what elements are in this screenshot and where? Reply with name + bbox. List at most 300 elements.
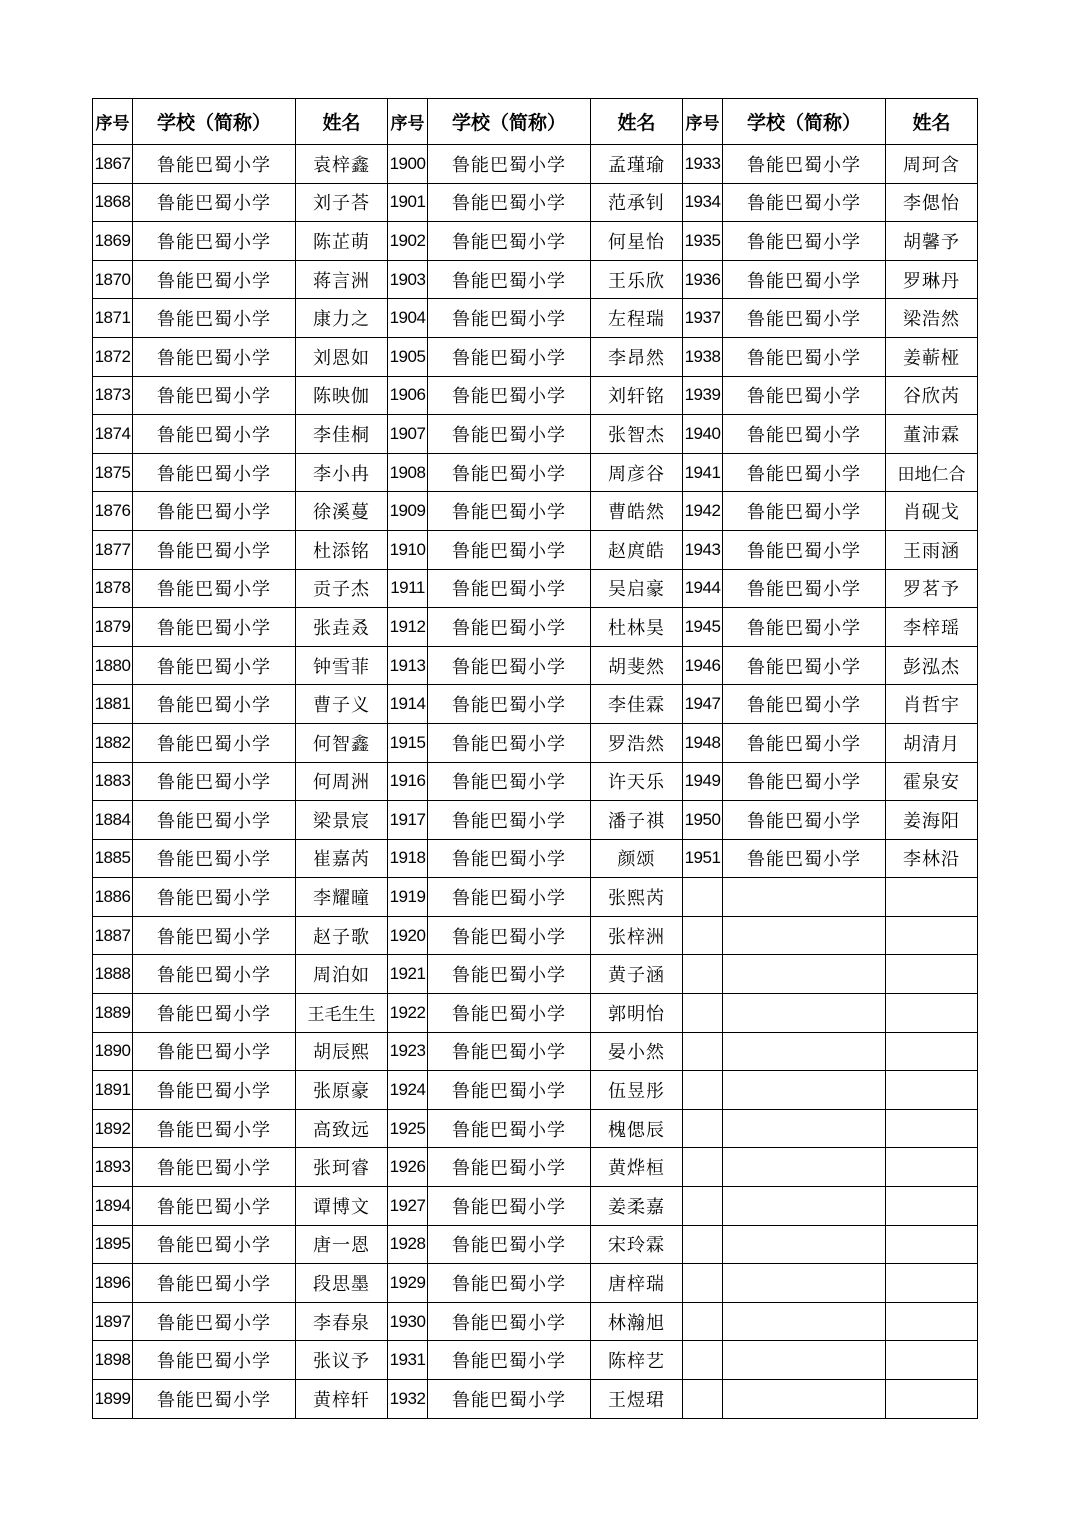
seq-cell: 1950 — [683, 801, 723, 840]
seq-cell: 1926 — [388, 1148, 428, 1187]
school-cell — [723, 1187, 886, 1226]
school-cell: 鲁能巴蜀小学 — [133, 839, 296, 878]
seq-cell — [683, 1187, 723, 1226]
seq-cell: 1875 — [93, 453, 133, 492]
school-cell: 鲁能巴蜀小学 — [133, 453, 296, 492]
student-name-cell: 张智杰 — [591, 415, 683, 454]
school-cell — [723, 916, 886, 955]
school-cell: 鲁能巴蜀小学 — [133, 530, 296, 569]
school-cell: 鲁能巴蜀小学 — [428, 183, 591, 222]
school-cell: 鲁能巴蜀小学 — [723, 376, 886, 415]
school-cell: 鲁能巴蜀小学 — [133, 1380, 296, 1419]
school-cell: 鲁能巴蜀小学 — [133, 685, 296, 724]
seq-cell: 1914 — [388, 685, 428, 724]
student-name-cell: 颜颂 — [591, 839, 683, 878]
student-name-cell: 晏小然 — [591, 1032, 683, 1071]
header-school: 学校（简称） — [723, 99, 886, 145]
school-cell: 鲁能巴蜀小学 — [428, 453, 591, 492]
school-cell: 鲁能巴蜀小学 — [133, 1187, 296, 1226]
seq-cell: 1876 — [93, 492, 133, 531]
seq-cell: 1942 — [683, 492, 723, 531]
student-name-cell: 王雨涵 — [886, 530, 978, 569]
table-row — [93, 839, 978, 878]
school-cell: 鲁能巴蜀小学 — [133, 1264, 296, 1303]
student-name-cell: 李小冉 — [296, 453, 388, 492]
student-name-cell: 康力之 — [296, 299, 388, 338]
school-cell: 鲁能巴蜀小学 — [133, 1032, 296, 1071]
school-cell: 鲁能巴蜀小学 — [428, 1380, 591, 1419]
school-cell: 鲁能巴蜀小学 — [723, 492, 886, 531]
student-name-cell: 伍昱彤 — [591, 1071, 683, 1110]
seq-cell: 1940 — [683, 415, 723, 454]
seq-cell — [683, 878, 723, 917]
student-name-cell: 罗浩然 — [591, 723, 683, 762]
student-name-cell: 吴启豪 — [591, 569, 683, 608]
seq-cell: 1929 — [388, 1264, 428, 1303]
student-name-cell: 黄烨桓 — [591, 1148, 683, 1187]
student-name-cell — [886, 1032, 978, 1071]
table-row — [93, 530, 978, 569]
school-cell — [723, 1225, 886, 1264]
seq-cell: 1868 — [93, 183, 133, 222]
seq-cell: 1939 — [683, 376, 723, 415]
school-cell: 鲁能巴蜀小学 — [428, 801, 591, 840]
seq-cell: 1947 — [683, 685, 723, 724]
seq-cell: 1874 — [93, 415, 133, 454]
school-cell: 鲁能巴蜀小学 — [133, 1302, 296, 1341]
school-cell: 鲁能巴蜀小学 — [133, 1148, 296, 1187]
seq-cell: 1907 — [388, 415, 428, 454]
student-name-cell: 高致远 — [296, 1109, 388, 1148]
student-name-cell — [886, 1148, 978, 1187]
student-name-cell: 霍泉安 — [886, 762, 978, 801]
student-name-cell: 肖砚戈 — [886, 492, 978, 531]
student-name-cell: 陈梓艺 — [591, 1341, 683, 1380]
seq-cell: 1869 — [93, 222, 133, 261]
student-name-cell — [886, 1071, 978, 1110]
school-cell: 鲁能巴蜀小学 — [428, 376, 591, 415]
table-row — [93, 723, 978, 762]
table-row — [93, 1225, 978, 1264]
student-name-cell: 姜蕲桠 — [886, 337, 978, 376]
seq-cell: 1916 — [388, 762, 428, 801]
school-cell: 鲁能巴蜀小学 — [428, 337, 591, 376]
student-name-cell: 黄梓轩 — [296, 1380, 388, 1419]
table-row — [93, 299, 978, 338]
student-name-cell: 何星怡 — [591, 222, 683, 261]
student-name-cell: 槐偲辰 — [591, 1109, 683, 1148]
school-cell: 鲁能巴蜀小学 — [133, 299, 296, 338]
seq-cell: 1935 — [683, 222, 723, 261]
student-name-cell: 段思墨 — [296, 1264, 388, 1303]
school-cell: 鲁能巴蜀小学 — [428, 415, 591, 454]
student-name-cell: 李春泉 — [296, 1302, 388, 1341]
seq-cell — [683, 1264, 723, 1303]
student-name-cell — [886, 916, 978, 955]
school-cell: 鲁能巴蜀小学 — [723, 183, 886, 222]
school-cell — [723, 878, 886, 917]
school-cell: 鲁能巴蜀小学 — [133, 222, 296, 261]
student-name-cell: 王煜珺 — [591, 1380, 683, 1419]
student-name-cell: 董沛霖 — [886, 415, 978, 454]
school-cell: 鲁能巴蜀小学 — [723, 337, 886, 376]
seq-cell: 1932 — [388, 1380, 428, 1419]
school-cell — [723, 1032, 886, 1071]
school-cell: 鲁能巴蜀小学 — [133, 1109, 296, 1148]
seq-cell: 1896 — [93, 1264, 133, 1303]
student-name-cell — [886, 994, 978, 1033]
student-name-cell: 黄子涵 — [591, 955, 683, 994]
student-name-cell: 钟雪菲 — [296, 646, 388, 685]
school-cell — [723, 1071, 886, 1110]
school-cell: 鲁能巴蜀小学 — [428, 492, 591, 531]
student-name-cell: 陈芷萌 — [296, 222, 388, 261]
table-row — [93, 492, 978, 531]
student-name-cell: 杜添铭 — [296, 530, 388, 569]
school-cell: 鲁能巴蜀小学 — [723, 569, 886, 608]
school-cell: 鲁能巴蜀小学 — [133, 1341, 296, 1380]
seq-cell: 1877 — [93, 530, 133, 569]
table-row — [93, 608, 978, 647]
student-name-cell: 肖哲宇 — [886, 685, 978, 724]
school-cell — [723, 1380, 886, 1419]
student-name-cell — [886, 1225, 978, 1264]
student-name-cell: 谷欣芮 — [886, 376, 978, 415]
seq-cell: 1881 — [93, 685, 133, 724]
seq-cell: 1905 — [388, 337, 428, 376]
school-cell: 鲁能巴蜀小学 — [428, 145, 591, 184]
seq-cell: 1938 — [683, 337, 723, 376]
school-cell: 鲁能巴蜀小学 — [133, 723, 296, 762]
table-row — [93, 878, 978, 917]
table-row — [93, 955, 978, 994]
seq-cell: 1886 — [93, 878, 133, 917]
seq-cell: 1880 — [93, 646, 133, 685]
header-seq: 序号 — [683, 99, 723, 145]
student-name-cell: 许天乐 — [591, 762, 683, 801]
student-name-cell: 范承钊 — [591, 183, 683, 222]
school-cell: 鲁能巴蜀小学 — [723, 685, 886, 724]
seq-cell: 1895 — [93, 1225, 133, 1264]
school-cell: 鲁能巴蜀小学 — [133, 916, 296, 955]
school-cell: 鲁能巴蜀小学 — [428, 994, 591, 1033]
seq-cell: 1885 — [93, 839, 133, 878]
table-row — [93, 569, 978, 608]
seq-cell: 1867 — [93, 145, 133, 184]
school-cell: 鲁能巴蜀小学 — [428, 260, 591, 299]
school-cell: 鲁能巴蜀小学 — [428, 530, 591, 569]
school-cell: 鲁能巴蜀小学 — [133, 1071, 296, 1110]
seq-cell: 1920 — [388, 916, 428, 955]
table-row — [93, 801, 978, 840]
seq-cell: 1879 — [93, 608, 133, 647]
seq-cell: 1944 — [683, 569, 723, 608]
seq-cell: 1903 — [388, 260, 428, 299]
seq-cell — [683, 1380, 723, 1419]
student-name-cell: 李偲怡 — [886, 183, 978, 222]
school-cell: 鲁能巴蜀小学 — [723, 646, 886, 685]
student-name-cell — [886, 1380, 978, 1419]
seq-cell: 1890 — [93, 1032, 133, 1071]
seq-cell — [683, 1109, 723, 1148]
seq-cell: 1936 — [683, 260, 723, 299]
school-cell: 鲁能巴蜀小学 — [723, 415, 886, 454]
student-name-cell: 谭博文 — [296, 1187, 388, 1226]
seq-cell: 1901 — [388, 183, 428, 222]
roster-body — [93, 145, 978, 1419]
header-name: 姓名 — [886, 99, 978, 145]
seq-cell: 1884 — [93, 801, 133, 840]
table-row — [93, 762, 978, 801]
school-cell: 鲁能巴蜀小学 — [428, 1225, 591, 1264]
school-cell: 鲁能巴蜀小学 — [428, 723, 591, 762]
seq-cell: 1900 — [388, 145, 428, 184]
student-name-cell: 刘恩如 — [296, 337, 388, 376]
student-name-cell: 杜林昊 — [591, 608, 683, 647]
school-cell — [723, 1341, 886, 1380]
school-cell: 鲁能巴蜀小学 — [133, 801, 296, 840]
seq-cell: 1945 — [683, 608, 723, 647]
table-row — [93, 453, 978, 492]
student-name-cell: 陈映伽 — [296, 376, 388, 415]
student-name-cell: 何周洲 — [296, 762, 388, 801]
table-row — [93, 183, 978, 222]
student-name-cell: 贡子杰 — [296, 569, 388, 608]
student-name-cell: 李林沿 — [886, 839, 978, 878]
table-row — [93, 376, 978, 415]
roster-sheet — [92, 98, 978, 1419]
student-name-cell: 李昂然 — [591, 337, 683, 376]
seq-cell — [683, 1032, 723, 1071]
school-cell: 鲁能巴蜀小学 — [133, 145, 296, 184]
student-name-cell: 李耀曈 — [296, 878, 388, 917]
seq-cell: 1899 — [93, 1380, 133, 1419]
student-name-cell: 张原豪 — [296, 1071, 388, 1110]
seq-cell: 1922 — [388, 994, 428, 1033]
seq-cell: 1904 — [388, 299, 428, 338]
table-row — [93, 1071, 978, 1110]
school-cell: 鲁能巴蜀小学 — [723, 260, 886, 299]
seq-cell: 1883 — [93, 762, 133, 801]
school-cell: 鲁能巴蜀小学 — [428, 878, 591, 917]
seq-cell — [683, 1225, 723, 1264]
seq-cell: 1924 — [388, 1071, 428, 1110]
student-name-cell: 刘轩铭 — [591, 376, 683, 415]
student-name-cell: 王乐欣 — [591, 260, 683, 299]
school-cell: 鲁能巴蜀小学 — [133, 994, 296, 1033]
table-row — [93, 1187, 978, 1226]
seq-cell: 1927 — [388, 1187, 428, 1226]
school-cell: 鲁能巴蜀小学 — [133, 415, 296, 454]
student-name-cell: 左程瑞 — [591, 299, 683, 338]
student-name-cell: 张垚叒 — [296, 608, 388, 647]
table-row — [93, 1380, 978, 1419]
header-school: 学校（简称） — [133, 99, 296, 145]
seq-cell: 1937 — [683, 299, 723, 338]
table-row — [93, 1148, 978, 1187]
seq-cell: 1934 — [683, 183, 723, 222]
student-name-cell: 袁梓鑫 — [296, 145, 388, 184]
school-cell: 鲁能巴蜀小学 — [723, 222, 886, 261]
school-cell: 鲁能巴蜀小学 — [428, 1032, 591, 1071]
student-name-cell: 崔嘉芮 — [296, 839, 388, 878]
school-cell: 鲁能巴蜀小学 — [428, 1264, 591, 1303]
seq-cell: 1878 — [93, 569, 133, 608]
student-roster-table — [92, 98, 978, 1419]
student-name-cell: 张熙芮 — [591, 878, 683, 917]
student-name-cell: 李佳桐 — [296, 415, 388, 454]
student-name-cell: 何智鑫 — [296, 723, 388, 762]
header-seq: 序号 — [388, 99, 428, 145]
table-row — [93, 415, 978, 454]
seq-cell: 1889 — [93, 994, 133, 1033]
seq-cell: 1931 — [388, 1341, 428, 1380]
school-cell: 鲁能巴蜀小学 — [428, 1187, 591, 1226]
school-cell: 鲁能巴蜀小学 — [133, 608, 296, 647]
student-name-cell: 刘子荅 — [296, 183, 388, 222]
table-row — [93, 1032, 978, 1071]
seq-cell: 1892 — [93, 1109, 133, 1148]
student-name-cell: 彭泓杰 — [886, 646, 978, 685]
student-name-cell: 胡馨予 — [886, 222, 978, 261]
table-row — [93, 646, 978, 685]
school-cell: 鲁能巴蜀小学 — [133, 337, 296, 376]
school-cell: 鲁能巴蜀小学 — [723, 839, 886, 878]
student-name-cell: 林瀚旭 — [591, 1302, 683, 1341]
seq-cell: 1948 — [683, 723, 723, 762]
table-row — [93, 1109, 978, 1148]
student-name-cell: 张梓洲 — [591, 916, 683, 955]
seq-cell: 1893 — [93, 1148, 133, 1187]
seq-cell: 1870 — [93, 260, 133, 299]
seq-cell: 1910 — [388, 530, 428, 569]
student-name-cell: 罗琳丹 — [886, 260, 978, 299]
seq-cell — [683, 955, 723, 994]
student-name-cell: 唐一恩 — [296, 1225, 388, 1264]
school-cell: 鲁能巴蜀小学 — [133, 376, 296, 415]
seq-cell: 1930 — [388, 1302, 428, 1341]
school-cell: 鲁能巴蜀小学 — [723, 453, 886, 492]
student-name-cell: 罗茗予 — [886, 569, 978, 608]
school-cell: 鲁能巴蜀小学 — [133, 569, 296, 608]
table-row — [93, 145, 978, 184]
table-row — [93, 1264, 978, 1303]
student-name-cell: 蒋言洲 — [296, 260, 388, 299]
seq-cell: 1894 — [93, 1187, 133, 1226]
school-cell: 鲁能巴蜀小学 — [428, 1148, 591, 1187]
table-row — [93, 916, 978, 955]
seq-cell: 1882 — [93, 723, 133, 762]
school-cell: 鲁能巴蜀小学 — [133, 1225, 296, 1264]
school-cell — [723, 994, 886, 1033]
student-name-cell: 王毛生生 — [296, 994, 388, 1033]
school-cell: 鲁能巴蜀小学 — [723, 801, 886, 840]
school-cell: 鲁能巴蜀小学 — [133, 878, 296, 917]
seq-cell: 1943 — [683, 530, 723, 569]
seq-cell: 1913 — [388, 646, 428, 685]
seq-cell: 1871 — [93, 299, 133, 338]
school-cell: 鲁能巴蜀小学 — [723, 145, 886, 184]
seq-cell: 1923 — [388, 1032, 428, 1071]
student-name-cell: 李梓瑶 — [886, 608, 978, 647]
table-row — [93, 1341, 978, 1380]
seq-cell: 1912 — [388, 608, 428, 647]
school-cell — [723, 1109, 886, 1148]
seq-cell: 1908 — [388, 453, 428, 492]
school-cell: 鲁能巴蜀小学 — [723, 608, 886, 647]
school-cell — [723, 955, 886, 994]
seq-cell — [683, 994, 723, 1033]
student-name-cell: 郭明怡 — [591, 994, 683, 1033]
seq-cell: 1921 — [388, 955, 428, 994]
student-name-cell: 张议予 — [296, 1341, 388, 1380]
student-name-cell: 唐梓瑞 — [591, 1264, 683, 1303]
school-cell: 鲁能巴蜀小学 — [723, 530, 886, 569]
seq-cell: 1902 — [388, 222, 428, 261]
seq-cell — [683, 916, 723, 955]
school-cell: 鲁能巴蜀小学 — [428, 685, 591, 724]
header-seq: 序号 — [93, 99, 133, 145]
student-name-cell: 胡辰熙 — [296, 1032, 388, 1071]
school-cell: 鲁能巴蜀小学 — [428, 222, 591, 261]
table-row — [93, 685, 978, 724]
student-name-cell: 周泊如 — [296, 955, 388, 994]
student-name-cell — [886, 1341, 978, 1380]
seq-cell: 1888 — [93, 955, 133, 994]
seq-cell: 1897 — [93, 1302, 133, 1341]
student-name-cell: 梁景宸 — [296, 801, 388, 840]
school-cell: 鲁能巴蜀小学 — [723, 299, 886, 338]
header-name: 姓名 — [591, 99, 683, 145]
table-row — [93, 260, 978, 299]
seq-cell: 1928 — [388, 1225, 428, 1264]
student-name-cell — [886, 878, 978, 917]
seq-cell: 1918 — [388, 839, 428, 878]
student-name-cell: 胡斐然 — [591, 646, 683, 685]
school-cell: 鲁能巴蜀小学 — [428, 955, 591, 994]
school-cell: 鲁能巴蜀小学 — [133, 646, 296, 685]
seq-cell: 1919 — [388, 878, 428, 917]
student-name-cell: 潘子祺 — [591, 801, 683, 840]
student-name-cell: 周珂含 — [886, 145, 978, 184]
seq-cell: 1891 — [93, 1071, 133, 1110]
student-name-cell: 曹皓然 — [591, 492, 683, 531]
school-cell: 鲁能巴蜀小学 — [428, 569, 591, 608]
seq-cell: 1933 — [683, 145, 723, 184]
seq-cell: 1951 — [683, 839, 723, 878]
header-name: 姓名 — [296, 99, 388, 145]
school-cell: 鲁能巴蜀小学 — [428, 1071, 591, 1110]
seq-cell: 1946 — [683, 646, 723, 685]
student-name-cell: 赵庹皓 — [591, 530, 683, 569]
seq-cell: 1915 — [388, 723, 428, 762]
school-cell: 鲁能巴蜀小学 — [428, 646, 591, 685]
seq-cell: 1872 — [93, 337, 133, 376]
seq-cell — [683, 1341, 723, 1380]
student-name-cell: 田地仁合 — [886, 453, 978, 492]
school-cell: 鲁能巴蜀小学 — [428, 839, 591, 878]
table-row — [93, 222, 978, 261]
seq-cell: 1887 — [93, 916, 133, 955]
school-cell — [723, 1264, 886, 1303]
student-name-cell: 胡清月 — [886, 723, 978, 762]
school-cell: 鲁能巴蜀小学 — [133, 492, 296, 531]
header-school: 学校（简称） — [428, 99, 591, 145]
seq-cell: 1949 — [683, 762, 723, 801]
school-cell: 鲁能巴蜀小学 — [723, 762, 886, 801]
student-name-cell: 梁浩然 — [886, 299, 978, 338]
school-cell: 鲁能巴蜀小学 — [428, 608, 591, 647]
